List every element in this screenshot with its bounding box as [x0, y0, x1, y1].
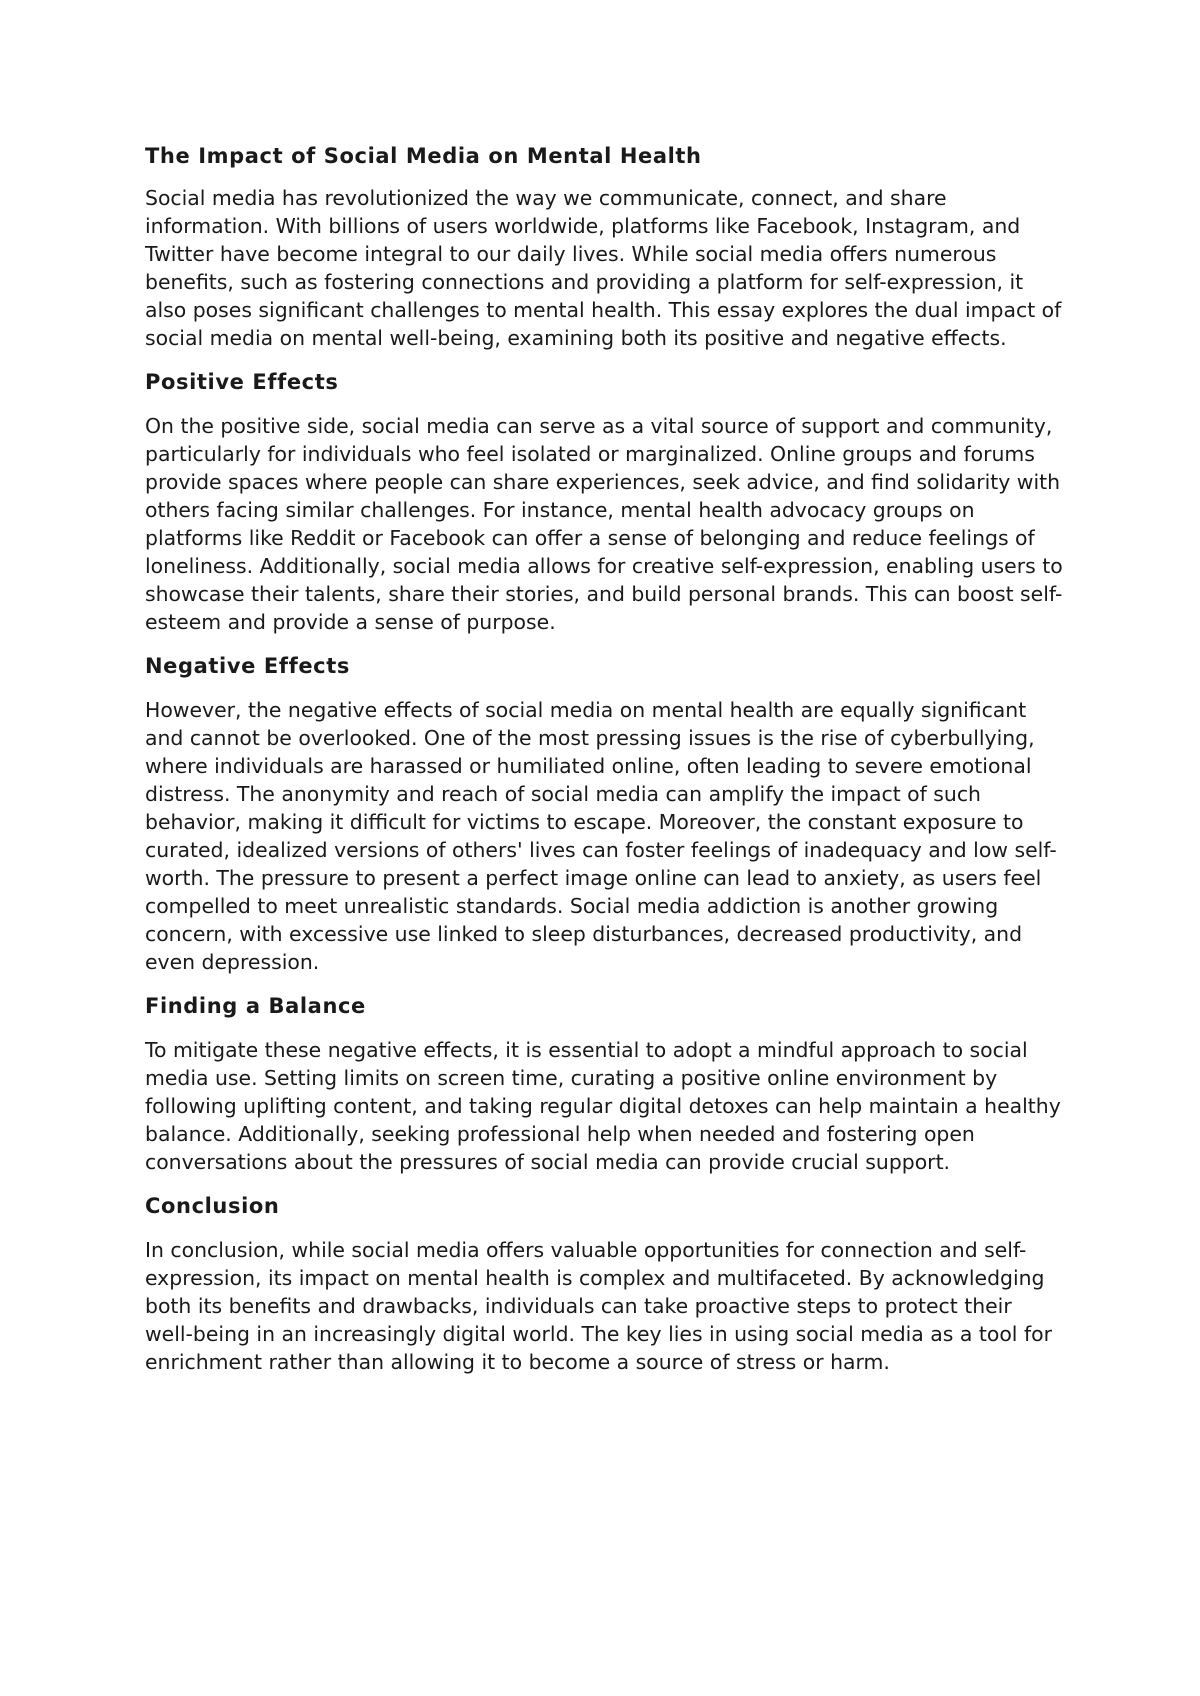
section-paragraph-positive-effects: On the positive side, social media can serve as a vital source of support and community, particularly for individuals who feel isolated or marginalized. Online groups and forums provide spaces where people can share experiences, seek advice, and find solidarity with others facing similar challenges. For instance, mental health advocacy groups on platforms like Reddit or Facebook can offer a sense of belonging and reduce feelings of loneliness. Additionally, social media allows for creative self-expression, enabling users to showcase their talents, share their stories, and build personal brands. This can boost self-esteem and provide a sense of purpose. [145, 414, 1063, 634]
intro-paragraph: Social media has revolutionized the way we communicate, connect, and share information. With billions of users worldwide, platforms like Facebook, Instagram, and Twitter have become integral to our daily lives. While social media offers numerous benefits, such as fostering connections and providing a platform for self-expression, it also poses significant challenges to mental health. This essay explores the dual impact of social media on mental well-being, examining both its positive and negative effects. [145, 186, 1062, 350]
section-heading-positive-effects: Positive Effects [145, 370, 339, 394]
section-paragraph-finding-a-balance: To mitigate these negative effects, it is essential to adopt a mindful approach to social media use. Setting limits on screen time, curating a positive online environment by following uplifting content, and taking regular digital detoxes can help maintain a healthy balance. Additionally, seeking professional help when needed and fostering open conversations about the pressures of social media can provide crucial support. [145, 1038, 1061, 1174]
document-body [145, 142, 1065, 1392]
section-heading-conclusion: Conclusion [145, 1194, 280, 1218]
document-title: The Impact of Social Media on Mental Health [145, 144, 702, 168]
section-heading-negative-effects: Negative Effects [145, 654, 350, 678]
section-heading-finding-a-balance: Finding a Balance [145, 994, 366, 1018]
section-paragraph-conclusion: In conclusion, while social media offers valuable opportunities for connection and self-expression, its impact on mental health is complex and multifaceted. By acknowledging both its benefits and drawbacks, individuals can take proactive steps to protect their well-being in an increasingly digital world. The key lies in using social media as a tool for enrichment rather than allowing it to become a source of stress or harm. [145, 1238, 1052, 1374]
section-paragraph-negative-effects: However, the negative effects of social media on mental health are equally significant and cannot be overlooked. One of the most pressing issues is the rise of cyberbullying, where individuals are harassed or humiliated online, often leading to severe emotional distress. The anonymity and reach of social media can amplify the impact of such behavior, making it difficult for victims to escape. Moreover, the constant exposure to curated, idealized versions of others' lives can foster feelings of inadequacy and low self-worth. The pressure to present a perfect image online can lead to anxiety, as users feel compelled to meet unrealistic standards. Social media addiction is another growing concern, with excessive use linked to sleep disturbances, decreased productivity, and even depression. [145, 698, 1057, 974]
